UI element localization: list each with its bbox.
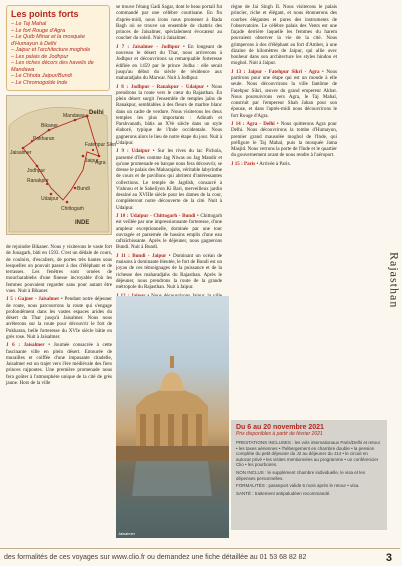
highlight-item: – Le Qutb Minar et la mosquée d'Humayun à Delhi: [11, 34, 105, 47]
itinerary-paragraph: règne de Jai Singh II. Nous visiterons le palais princier, riche et élégant, et nous étonnerons des courbes élégantes et pures des instruments de l'observatoire. Le célèbre palais des Vents est une façade derrière laquelle les femmes du harem pouvaient observer la vie de la cité. Nous grimperons à dos d'éléphant au fort d'Amber, à une dizaine de kilomètres de Jaipur, qui allie avec bonheur dans son architecture les styles hindou et moghol. Nuit à Jaipur.: [231, 4, 337, 67]
highlight-item: – Jaipur et l'architecture moghole: [11, 47, 105, 54]
map-label-agra: Agra: [95, 160, 106, 166]
map-label-delhi: Delhi: [89, 110, 104, 116]
map-label-bikaner: Bikaner: [41, 123, 58, 129]
page-number: 3: [385, 551, 392, 564]
day-heading: J 5 : Gajner - Jaisalmer: [6, 296, 60, 303]
itinerary-paragraph: J 15 : Paris • Arrivée à Paris.: [231, 160, 291, 167]
map-label-india: INDE: [75, 220, 90, 226]
highlights-list: [11, 21, 105, 86]
jaipur-marker: [82, 155, 85, 158]
dates-details: [236, 440, 382, 496]
map-label-jaisalmer: Jaisalmer: [10, 150, 32, 156]
region-side-tab: [388, 200, 400, 360]
map-label-udaipur: Udaipur: [41, 196, 59, 202]
itinerary-paragraph: J 7 : Jaisalmer - Jodhpur • En longeant de nouveau le désert du Thar, nous arriverons à Jodhpur et découvrirons sa remarquable forteresse édifiée en 1459 par le prince Jodha : elle serait jusqu'au début du siècle de résidence aux maharadjahs du Marwar. Nuit à Jodhpur.: [116, 43, 223, 82]
day-heading: J 7 : Jaisalmer - Jodhpur: [116, 43, 180, 50]
highlights-box: [6, 5, 110, 91]
day-heading: J 8 : Jodhpur - Ranakpur - Udaipur: [116, 83, 205, 90]
map-label-pokharan: Pokharan: [33, 136, 55, 142]
itinerary-paragraph: J 6 : Jaisalmer • Journée consacrée à cette fascinante ville en plein désert. Entourée de murailles et coiffée d'une imposante citadelle, Jaisalmer est un trajet vers l'ère médiévale des fiers princes rajpoutes. Une première promenade nous fera goûter à l'atmosphère unique de la cité de grès jaune. Hors de la ville: [6, 342, 112, 386]
day-heading: J 13 : Jaipur - Fatehpur Sikri - Agra: [231, 68, 320, 75]
highlight-item: – Les palais de Jodhpur: [11, 54, 105, 61]
mandawa-marker: [74, 119, 77, 122]
pavilion-illustration: [116, 296, 229, 538]
jodhpur-marker: [36, 165, 39, 168]
jaisalmer-marker: [22, 147, 25, 150]
itinerary-paragraph: se trouve l'étang Gadi Sagar, dont le beau portail fut commandé par une célèbre courtisane. En fin d'après-midi, nous irons nous promener à Bada Bagh où se trouve un ensemble de chattris des princes de Jaisalmer, spécialement évocateur au coucher du soleil. Nuit à Jaisalmer.: [116, 4, 222, 42]
dates-detail-included: PRESTATIONS INCLUSES : les vols internationaux Paris/Delhi et retour • les taxes aériennes • l'hébergement en chambre double • la pension complète du petit déjeuner du J2 au déjeuner du J14 • le circuit en autocar privé • les visites mentionnées au programme • un conférencier Clio • les pourboires.: [236, 440, 381, 468]
map-label-jodhpur: Jodhpur: [27, 168, 46, 174]
map-label-bundi: Bundi: [77, 186, 90, 192]
map-label-fatehpur: Fatehpur Sikri: [85, 142, 117, 148]
bikaner-marker: [48, 129, 51, 132]
dates-box: [231, 420, 387, 530]
photo-caption: Jaisalmer: [118, 531, 136, 536]
region-side-tab-label: Rajasthan: [387, 251, 402, 309]
highlight-item: – Le Chhota Jaipur/Bundi: [11, 73, 105, 80]
day-heading: J 6 : Jaisalmer: [6, 342, 45, 349]
dates-detail-excluded: NON INCLUS : le supplément chambre individuelle, le visa et les dépenses personnelles.: [236, 469, 366, 481]
bundi-marker: [74, 187, 77, 190]
footer-contact-text: des formalités de ces voyages sur www.clio.fr ou demandez une fiche détaillée au 01 53 68 82 82: [4, 554, 307, 561]
day-heading: J 15 : Paris: [231, 160, 256, 167]
itinerary-paragraph: J 10 : Udaipur - Chittogarh - Bundi • Chittogarh est veillée par une impressionnante forteresse, d'une ampleur exceptionnelle, dominée par une tour ouvragée et parsemée de bassins emplis d'une eau rafraîchissante. Après le déjeuner, nous gagnerons Bundi. Nuit à Bundi.: [116, 213, 222, 251]
dates-detail-formalities: FORMALITÉS : passeport valide 6 mois après le retour • visa.: [236, 483, 360, 489]
itinerary-paragraph: de rejoindre Bikaner. Nous y visiterons le vaste fort de Junagarh, bâti en 1593. C'est un dédale de cours, de couloirs, d'escaliers, de portes très hautes sous lesquelles on pouvait passer à dos d'éléphant et de terrasses. Les fenêtres sont ornées de moucharabiehs d'une finesse incroyable d'où les femmes pouvaient regarder sans pour autant être vues. Nuit à Bikaner.: [6, 244, 112, 294]
udaipur-marker: [50, 193, 53, 196]
highlights-title: Les points forts: [11, 9, 79, 19]
map-label-ranakpur: Ranakpur: [27, 178, 49, 184]
chittogarh-marker: [66, 201, 69, 204]
itinerary-column-1: [6, 244, 112, 388]
map-label-chittogarh: Chittogarh: [61, 206, 85, 212]
dates-detail-health: SANTÉ : traitement antipaludéen recommandé.: [236, 490, 331, 496]
page-footer: [0, 548, 400, 566]
dates-subtitle: Prix disponibles à partir de février 2021: [236, 431, 323, 437]
itinerary-paragraph: J 5 : Gajner - Jaisalmer • Pendant notre déjeuner de route, nous parcourrons la route qui s'engage profondément dans les vastes espaces arides du désert du Thar jusqu'à Jaisalmer. Nous nous arrêterons sur la route pour découvrir le fort de Pokharan, belle forteresse du XVIe siècle bâtie en grès rose. Nuit à Jaisalmer.: [6, 296, 112, 340]
highlight-item: – Le Taj Mahal: [11, 21, 105, 28]
route-map: [6, 95, 117, 235]
day-heading: J 9 : Udaipur: [116, 148, 150, 155]
day-heading: J 14 : Agra - Delhi: [231, 121, 275, 128]
highlight-item: – Le fort Rouge d'Agra: [11, 28, 105, 35]
day-heading: J 11 : Bundi - Jaipur: [116, 252, 167, 259]
map-label-mandawa: Mandawa: [63, 113, 85, 119]
itinerary-column-3: [231, 4, 337, 169]
itinerary-column-2: [116, 4, 222, 308]
highlight-item: – Les riches décors des havelis de Mandawa: [11, 60, 105, 73]
highlight-item: – Le Chromogolde Inde: [11, 80, 105, 87]
itinerary-paragraph: J 11 : Bundi - Jaipur • Dominant un océan de maisons à dominante bleutée, le fort de Bundi est un joyau de ces témoignages de la puissance et de la richesse des maharadjahs du Rajasthan. Après le déjeuner, nous prendrons la route de la grande métropole du Rajasthan. Nuit à Jaipur.: [116, 252, 222, 291]
day-heading: J 10 : Udaipur - Chittogarh - Bundi: [116, 213, 196, 220]
itinerary-paragraph: J 13 : Jaipur - Fatehpur Sikri - Agra • Nous partirons pour une étape qui est un monde à elle seule. Nous découvrirons la ville fantôme de Fatehpur Sikri, œuvre du grand empereur Akbar. Nous poursuivrons vers Agra, le Taj Mahal, construit par l'empereur Shah Jahan pour son épouse, et dans l'après-midi nous découvrirons le fort Rouge d'Agra.: [231, 68, 337, 119]
itinerary-paragraph: J 8 : Jodhpur - Ranakpur - Udaipur • Nous prendrons la route vers le cœur du Rajasthan. En plein désert surgit l'ensemble de temples jaïns de Ranakpur, semblables à des fleurs de marbre blanc dans un cadre de verdure. Nous visiterons les deux temples les plus importants : Adinath et Parshvanath, bâtis au XVe siècle dans un style élaboré, typique de l'Inde occidentale. Nous gagnerons alors le lieu de notre étape du jour. Nuit à Udaipur.: [116, 83, 222, 146]
route-map-svg: [7, 96, 117, 234]
itinerary-paragraph: J 9 : Udaipur • Sur les rives du lac Pichola, parsemé d'îles comme Jag Niwas ou Jag Mandir et qu'une promenade en barque nous fera découvrir, se dresse le palais des Maharajahs, véritable labyrinthe de cours et de pavillons qui abritent d'intéressantes collections. Le temple de Jagdish, consacré à Vishnou et le Saheliyon Ki Bari, merveilleux jardin dessiné au XVIIIe siècle pour les dames de la cour, compléteront notre découverte de la cité. Nuit à Udaipur.: [116, 148, 222, 211]
jaisalmer-photo: [116, 296, 229, 538]
dates-title: Du 6 au 20 novembre 2021: [236, 424, 324, 431]
agra-marker: [98, 155, 101, 158]
itinerary-paragraph: J 14 : Agra - Delhi • Nous quitterons Agra pour Delhi. Nous découvrirons la tombe d'Humayun, premier grand mausolée moghol de l'Inde, qui préfigure le Taj Mahal, puis la mosquée Jama Masjid. Nous verrons la porte de l'Inde et le quartier du gouvernement avant de nous rendre à l'aéroport.: [231, 121, 337, 159]
map-label-jaipur: Jaipur: [85, 158, 99, 164]
fatehpur-marker: [92, 149, 94, 151]
